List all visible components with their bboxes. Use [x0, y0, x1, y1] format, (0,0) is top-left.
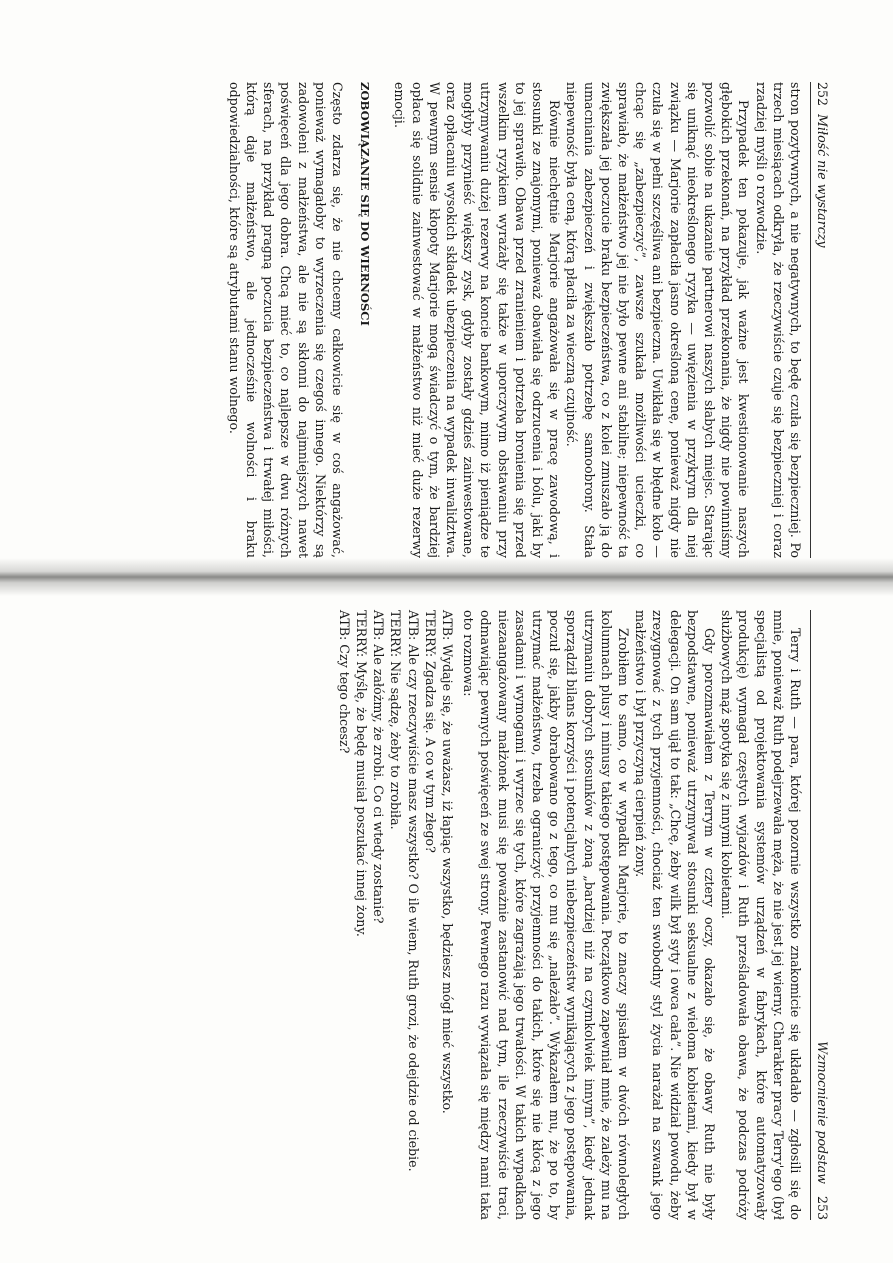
- dialogue-line: TERRY: Zgadza się. A co w tym złego?: [422, 610, 438, 853]
- paragraph: Równie niechętnie Marjorie angażowała się w pracę zawodową, i stosunki ze znajomymi, ponieważ obawiała się odrzucenia i bólu, jaki by to jej sprawiło. Obawa przed zranieniem i potrzeba bronienia się przed wszelkim ryzykiem wyrażały się także w uporczywym obstawaniu przy utrzymywaniu dużej rezerwy na koncie bankowym, mimo iż pieniądze te mogłyby przynieść większy zysk, gdyby zostały gdzieś zainwestowane, oraz opłacaniu wysokich składek ubezpieczenia na wypadek inwalidztwa. W pewnym sensie kłopoty Marjorie mogą świadczyć o tym, że bardziej opłaca się solidnie zainwestować w małżeństwo niż mieć duże rezerwy emocji.: [392, 82, 563, 558]
- paragraph: Gdy porozmawiałem z Terrym w cztery oczy, okazało się, że obawy Ruth nie były bezpodstawne, ponieważ utrzymywał stosunki seksualne z wieloma kobietami, kiedy był w delegacji. On sam ujął to tak: „Chcę, żeby wilk był syty i owca cała”. Nie widział powodu, żeby zrezygnować z tych przyjemności, chociaż ten swobodny styl życia narażał na szwank jego małżeństwo i był przyczyną cierpień żony.: [633, 610, 717, 1220]
- right-page: [336, 610, 836, 1220]
- running-title: Wzmocnienie podstaw: [815, 1041, 831, 1184]
- dialogue-line: ATB: Wydaje się, że uważasz, iż łapiąc wszystko, będziesz mógł mieć wszystko.: [439, 610, 455, 1114]
- dialogue-line: TERRY: Myślę, że będę musiał poszukać innej żony.: [353, 610, 369, 937]
- page-number: 253: [815, 1195, 831, 1220]
- dialogue-line: TERRY: Nie sądzę, żeby to zrobiła.: [388, 610, 404, 830]
- left-page: [226, 82, 837, 558]
- paragraph: stron pozytywnych, a nie negatywnych, to będę czuła się bezpieczniej. Po trzech miesiącach odkryła, że rzeczywiście czuje się bezpieczniej i coraz rzadziej myśli o rozwodzie.: [753, 82, 803, 558]
- dialogue-line: ATB: Ale załóżmy, że zrobi. Co ci wtedy zostanie?: [371, 610, 387, 924]
- page-number: 252: [815, 82, 831, 107]
- book-gutter-shadow: [0, 558, 893, 596]
- paragraph: Często zdarza się, że nie chcemy całkowicie się w coś angażować, ponieważ wymagałoby to wyrzeczenia się czegoś innego. Niektórzy są zadowoleni z małżeństwa, ale nie są skłonni do najmniejszych nawet poświęceń dla jego dobra. Chcą mieć to, co najlepsze w dwu różnych sferach, na przykład pragną poczucia bezpieczeństwa i trwałej miłości, którą daje małżeństwo, ale jednocześnie wolności i braku odpowiedzialności, które są atrybutami stanu wolnego.: [226, 82, 345, 558]
- dialogue-line: ATB: Ale czy rzeczywiście masz wszystko? O ile wiem, Ruth grozi, że odejdzie od ciebie.: [405, 610, 421, 1172]
- dialogue-line: ATB: Czy tego chcesz?: [336, 610, 352, 754]
- right-page-header: [810, 610, 836, 1220]
- left-page-header: [810, 82, 836, 558]
- section-heading: ZOBOWIĄZANIE SIĘ DO WIERNOŚCI: [358, 82, 373, 326]
- paragraph: Przypadek ten pokazuje, jak ważne jest kwestionowanie naszych głębokich przekonań, na przykład przekonania, że nigdy nie powinniśmy pozwolić sobie na ukazanie partnerowi naszych słabych miejsc. Starając się uniknąć nieokreślonego ryzyka — uwięzienia w przykrym dla niej związku — Marjorie zapłaciła jasno określoną cenę, ponieważ nigdy nie czuła się w pełni szczęśliwa ani bezpieczna. Uwikłała się w błędne koło — chcąc się „zabezpieczyć”, zawsze szukała możliwości ucieczki, co sprawiało, że małżeństwo jej nie było pewne ani stabilne; niepewność ta zwiększała jej poczucie braku bezpieczeństwa, co z kolei zmuszało ją do umacniania zabezpieczeń i zwiększało potrzebę samoobrony. Stała niepewność była ceną, którą płaciła za wieczną czujność.: [564, 82, 752, 558]
- running-title: Miłość nie wystarczy: [815, 114, 831, 248]
- paragraph: Zrobiłem to samo, co w wypadku Marjorie, to znaczy spisałem w dwóch równoległych kolumnach plusy i minusy takiego postępowania. Początkowo zapewniał mnie, że zależy mu na utrzymaniu dobrych stosunków z żoną „bardziej niż na czymkolwiek innym”, kiedy jednak sporządził bilans korzyści i potencjalnych niebezpieczeństw wynikających z jego postępowania, poczuł się, jakby obrabowano go z tego, co mu się „należało”. Wykazałem mu, że po to, by utrzymać małżeństwo, trzeba ograniczyć przyjemności do takich, które się nie kłócą z jego zasadami i wymogami i wyrzec się tych, które zagrażają jego trwałości. W takich wypadkach niezaangażowany małżonek musi się poważnie zastanowić nad tym, ile rzeczywiście traci, odmawiając pewnych poświęceń ze swej strony. Pewnego razu wywiązała się między nami taka oto rozmowa:: [461, 610, 631, 1220]
- paragraph: Terry i Ruth — para, której pozornie wszystko znakomicie się układało — zgłosili się do mnie, ponieważ Ruth podejrzewała męża, że nie jest jej wierny. Charakter pracy Terry'ego (był specjalistą od projektowania systemów urządzeń w fabrykach, które automatyzowały produkcję) wymagał częstych wyjazdów i Ruth prześladowała obawa, że podczas podróży służbowych mąż spotyka się z innymi kobietami.: [719, 610, 803, 1220]
